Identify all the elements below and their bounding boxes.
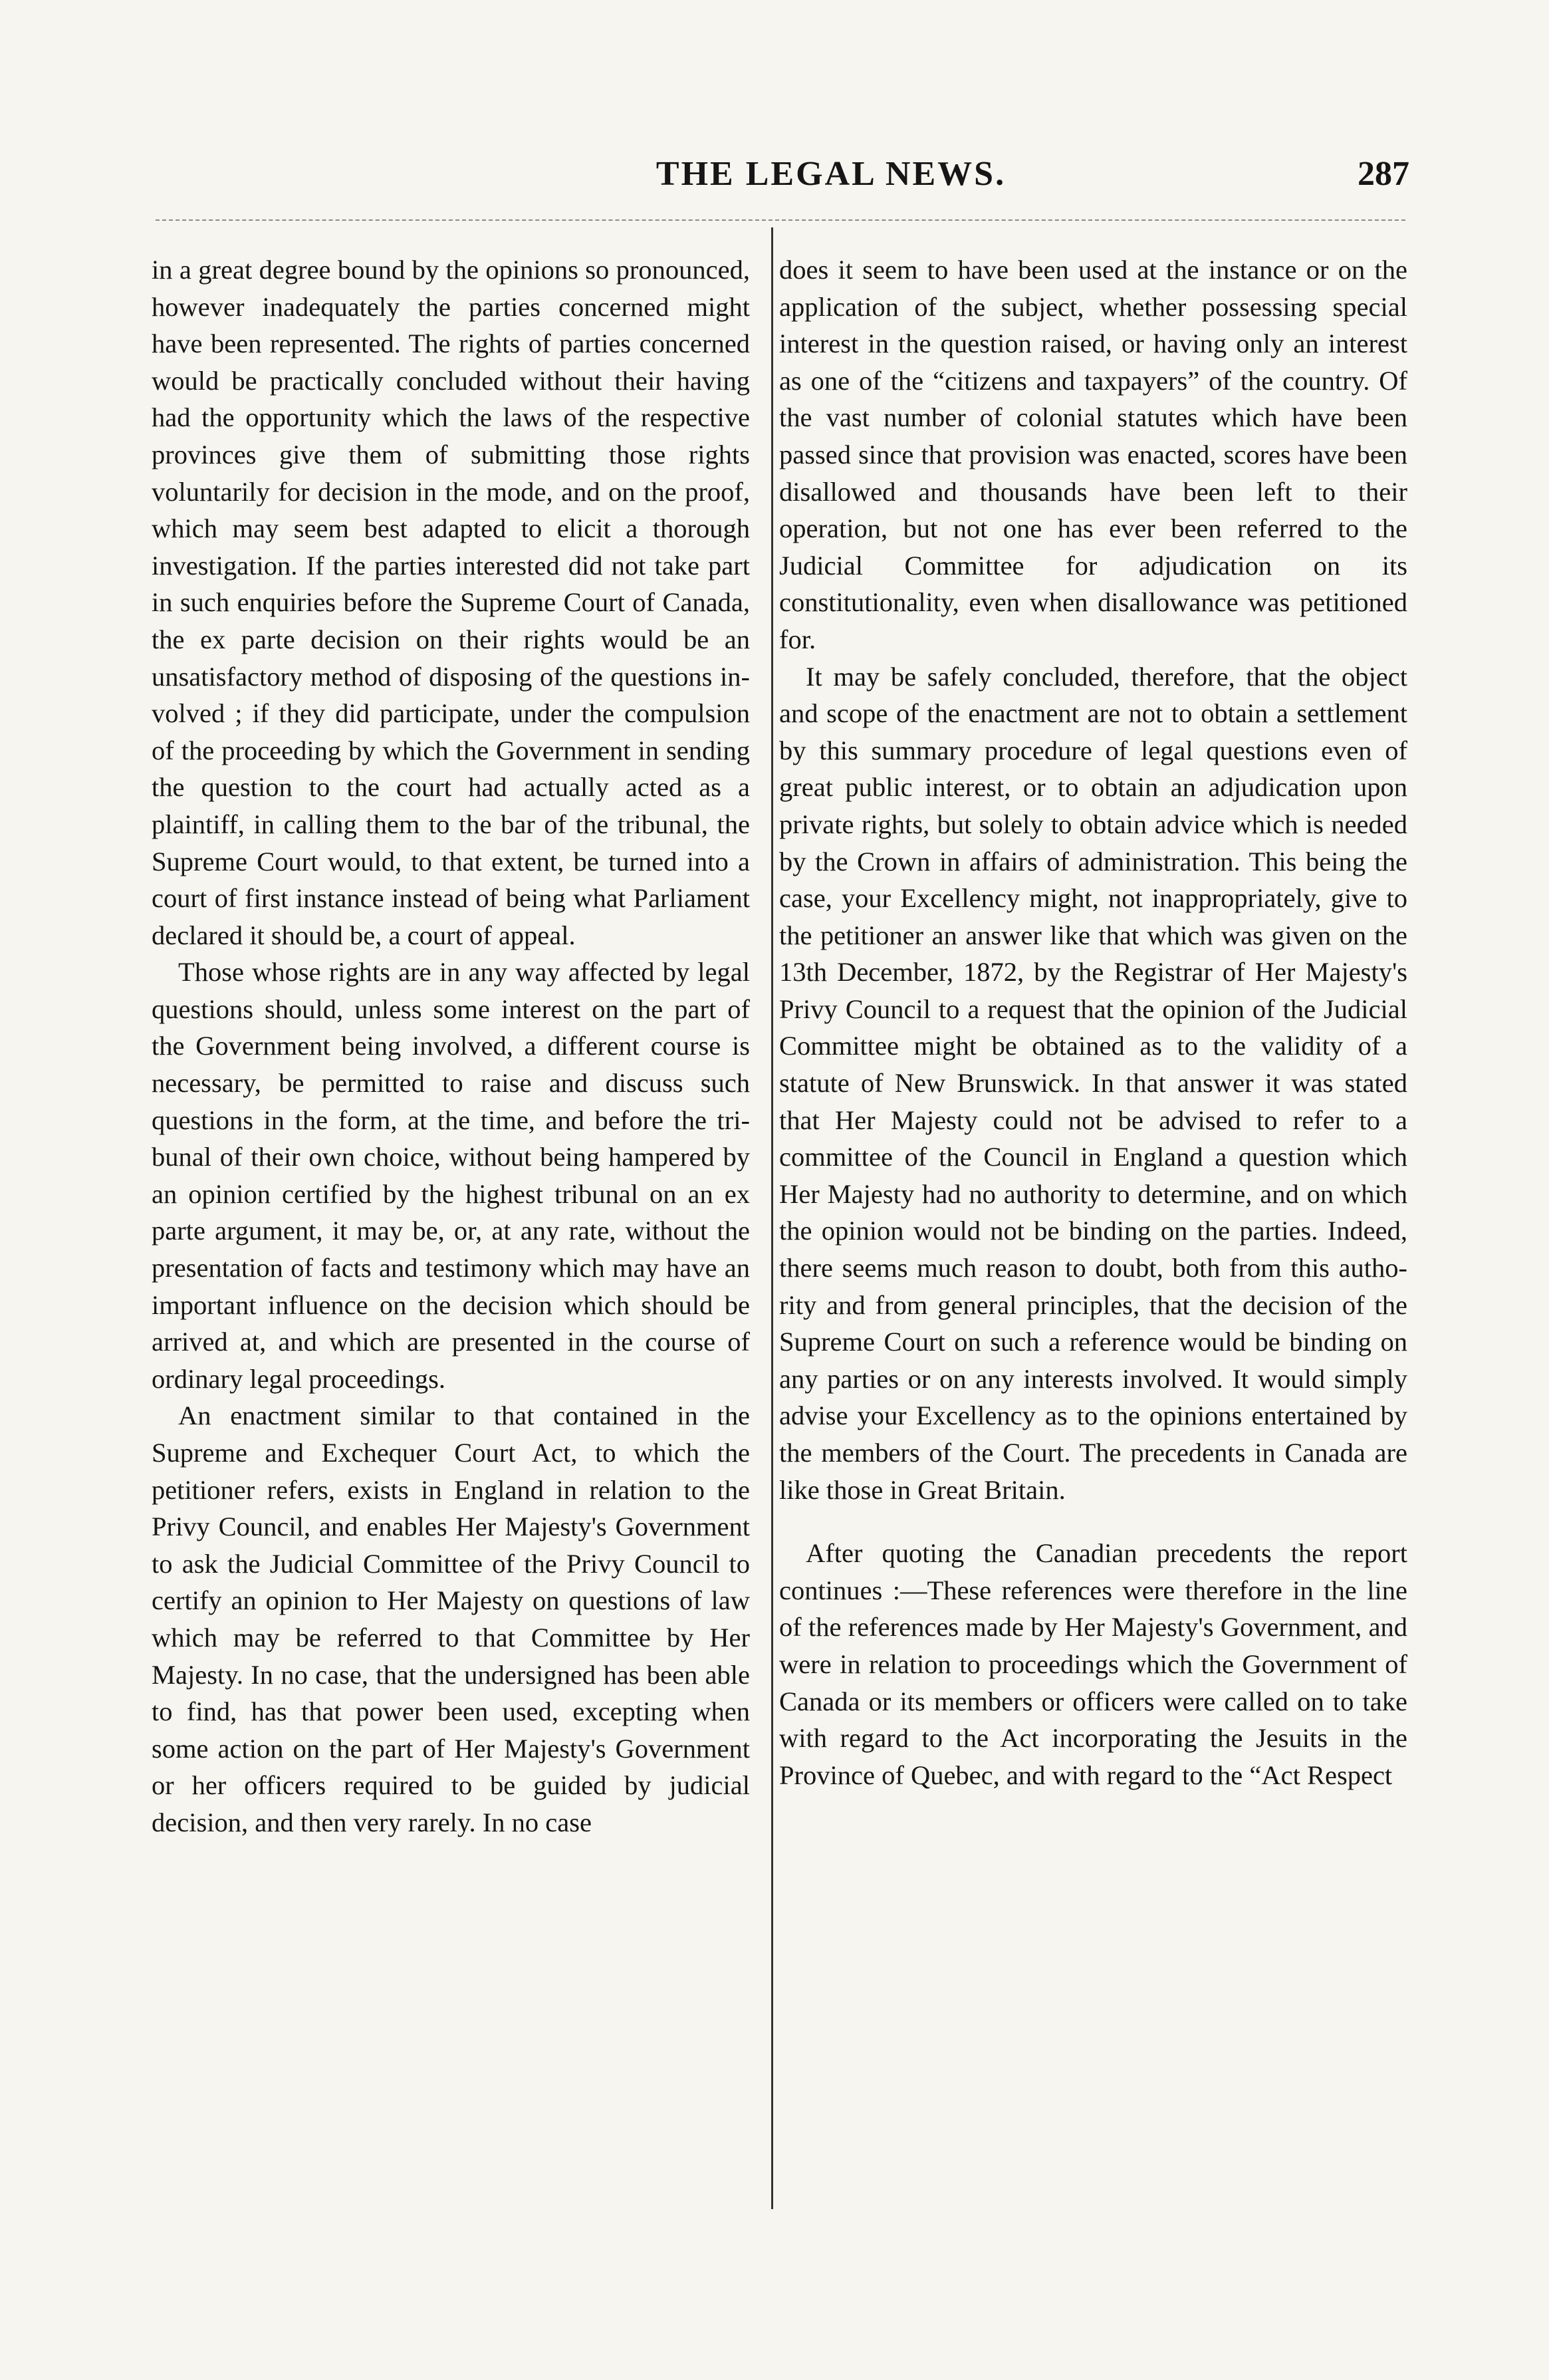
left-column xyxy=(152,251,750,1841)
column-divider xyxy=(771,227,773,2209)
header-rule xyxy=(156,219,1405,221)
page-number: 287 xyxy=(1358,155,1409,193)
paragraph: does it seem to have been used at the instance or on the application of the subject, whether possessing special interest in the question raised, or having only an interest as one of the “citizens and taxpayers” of the country. Of the vast number of colonial statutes which have been passed since that provision was enacted, scores have been disallowed and thousands have been left to their operation, but not one has ever been referred to the Judicial Committee for adjudication on its constitutionality, even when disallowance was petitioned for. xyxy=(779,255,1407,654)
journal-title: THE LEGAL NEWS. xyxy=(655,155,1007,193)
right-column xyxy=(779,251,1407,1793)
paragraph: An enactment similar to that contained in the Supreme and Exchequer Court Act, to which the petitioner refers, exists in England in relation to the Privy Council, and enables Her Majesty's Government to ask the Judicial Committee of the Privy Council to certify an opinion to Her Majesty on questions of law which may be referred to that Committee by Her Majesty. In no case, that the undersigned has been able to find, has that power been used, excepting when some action on the part of Her Majesty's Government or her officers required to be guided by judicial decision, and then very rarely. In no case xyxy=(152,1400,750,1837)
running-header xyxy=(253,154,1409,207)
paragraph: After quoting the Canadian precedents the report continues :—These references were therefore in the line of the references made by Her Majesty's Government, and were in relation to proceedings which the Government of Canada or its members or officers were called on to take with regard to the Act incorporating the Jesuits in the Province of Quebec, and with regard to the “Act Respect xyxy=(779,1538,1407,1790)
paragraph: Those whose rights are in any way affected by legal questions should, unless some interest on the part of the Government being involved, a different course is necessary, be permitted to raise and discuss such questions in the form, at the time, and before the tribunal of their own choice, without being hampered by an opinion certified by the highest tribunal on an ex parte argument, it may be, or, at any rate, without the presentation of facts and testimony which may have an important influence on the decision which should be arrived at, and which are presented in the course of ordinary legal proceedings. xyxy=(152,957,750,1394)
paragraph: It may be safely concluded, therefore, that the object and scope of the enactment are not to obtain a settlement by this summary procedure of legal questions even of great public interest, or to obtain an adjudication upon private rights, but solely to obtain advice which is needed by the Crown in affairs of administration. This being the case, your Excellency might, not inappropriately, give to the petitioner an answer like that which was given on the 13th December, 1872, by the Registrar of Her Majesty's Privy Council to a request that the opinion of the Judicial Committee might be obtained as to the validity of a statute of New Brunswick. In that answer it was stated that Her Majesty could not be advised to refer to a committee of the Council in England a question which Her Majesty had no authority to determine, and on which the opinion would not be binding on the parties. Indeed, there seems much reason to doubt, both from this authority and from general principles, that the decision of the Supreme Court on such a reference would be binding on any parties or on any interests involved. It would simply advise your Excellency as to the opinions entertained by the members of the Court. The precedents in Canada are like those in Great Britain. xyxy=(779,661,1407,1505)
paragraph: in a great degree bound by the opinions so pronounced, however inadequately the parties concerned might have been represented. The rights of parties concerned would be practically concluded without their having had the opportunity which the laws of the respective provinces give them of submitting those rights voluntarily for decision in the mode, and on the proof, which may seem best adapted to elicit a thorough investigation. If the parties interested did not take part in such enquiries before the Supreme Court of Canada, the ex parte decision on their rights would be an unsatisfactory method of disposing of the questions involved ; if they did participate, under the compulsion of the proceeding by which the Government in sending the question to the court had actually acted as a plaintiff, in calling them to the bar of the tribunal, the Supreme Court would, to that extent, be turned into a court of first instance instead of being what Parliament declared it should be, a court of appeal. xyxy=(152,255,750,950)
